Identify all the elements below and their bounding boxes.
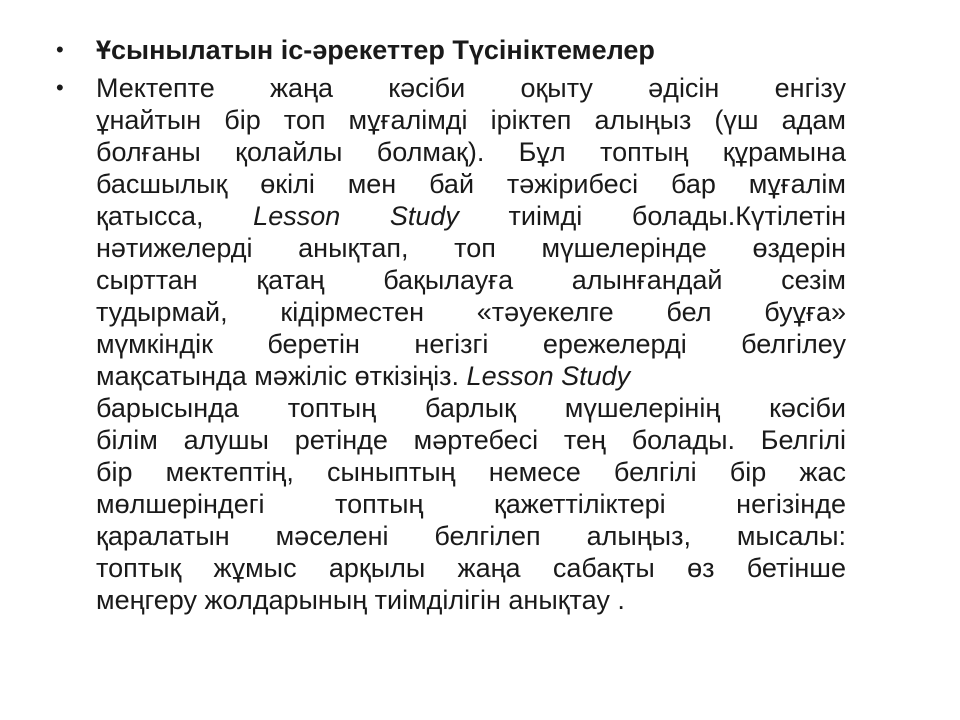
text-line-mixed <box>96 360 846 392</box>
bullet-marker: • <box>56 75 64 100</box>
lesson-study-italic: Lesson Study <box>253 201 459 231</box>
text-line: болғаны қолайлы болмақ). Бұл топтың құрамына <box>96 137 846 167</box>
text-line: Мектепте жаңа кәсіби оқыту әдісін енгізу <box>96 73 846 103</box>
paragraph-text <box>96 72 846 616</box>
text-line: бір мектептің, сыныптың немесе белгілі бір жас <box>96 457 846 487</box>
text-line: ұнайтын бір топ мұғалімді іріктеп алыңыз (үш адам <box>96 105 846 135</box>
heading-text: Ұсынылатын іс-әрекеттер Түсініктемелер <box>96 35 655 65</box>
text-line: тудырмай, кідірместен «тәуекелге бел буұға» <box>96 297 846 327</box>
text-fragment: тиімді болады.Күтілетін <box>508 201 846 231</box>
text-line: нәтижелерді анықтап, топ мүшелерінде өздерін <box>96 233 846 263</box>
text-line: басшылық өкілі мен бай тәжірибесі бар мұғалім <box>96 169 846 199</box>
text-line: меңгеру жолдарының тиімділігін анықтау . <box>96 585 625 615</box>
lesson-study-italic: Lesson Study <box>466 361 631 391</box>
bullet-marker: • <box>56 37 64 62</box>
bullet-item-paragraph <box>56 72 846 616</box>
text-line: қаралатын мәселені белгілеп алыңыз, мысалы: <box>96 521 846 551</box>
text-line: барысында топтың барлық мүшелерінің кәсіби <box>96 393 846 423</box>
text-fragment: мақсатында мәжіліс өткізіңіз. <box>96 361 460 391</box>
text-line: сырттан қатаң бақылауға алынғандай сезім <box>96 265 846 295</box>
text-line-mixed <box>96 200 846 232</box>
bullet-list <box>56 34 846 616</box>
text-line: топтық жұмыс арқылы жаңа сабақты өз бетінше <box>96 553 846 583</box>
text-line: мөлшеріндегі топтың қажеттіліктері негізінде <box>96 489 846 519</box>
text-line: мүмкіндік беретін негізгі ережелерді белгілеу <box>96 329 846 359</box>
bullet-item-heading <box>56 34 846 66</box>
text-line: білім алушы ретінде мәртебесі тең болады. Белгілі <box>96 425 846 455</box>
text-fragment: қатысса, <box>96 201 204 231</box>
